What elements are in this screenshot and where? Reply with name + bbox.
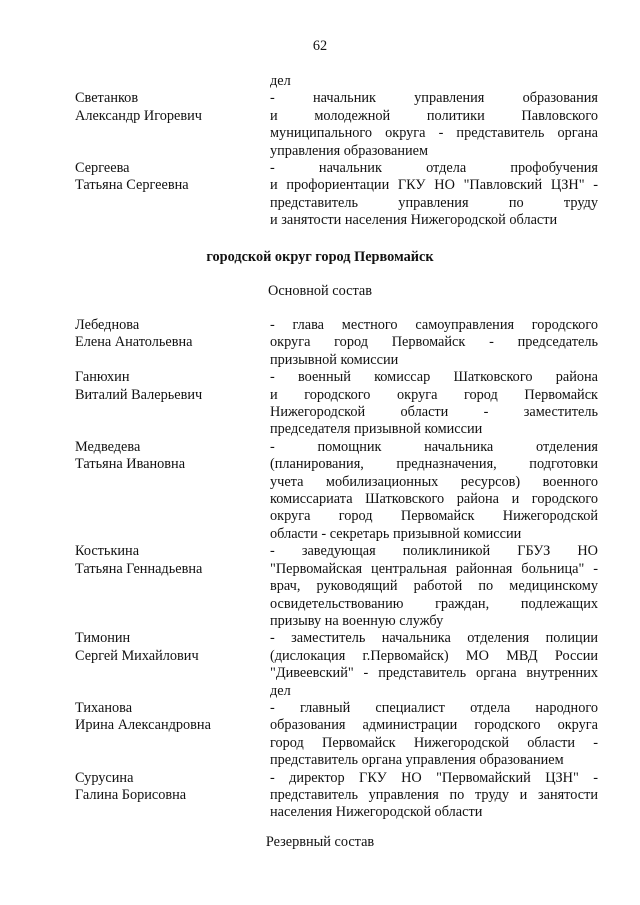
role-line: призывной комиссии — [270, 351, 399, 368]
section-title: городской округ город Первомайск — [206, 249, 434, 265]
role-line: - глава местного самоуправления городского — [270, 317, 598, 333]
role-line: управления образованием — [270, 142, 429, 159]
role-line: - военный комиссар Шатковского района — [270, 369, 598, 386]
role-line: округа город Первомайск Нижегородской — [270, 508, 598, 525]
member-name — [75, 630, 265, 665]
member-surname: Костькина — [75, 543, 140, 560]
member-role — [270, 439, 598, 543]
member-entry — [75, 543, 598, 630]
role-line: - директор ГКУ НО "Первомайский ЦЗН" - — [270, 769, 598, 786]
member-given-names: Александр Игоревич — [75, 107, 202, 124]
role-line: округа город Первомайск - председатель — [270, 334, 598, 351]
member-surname: Сергеева — [75, 160, 130, 177]
member-surname: Тимонин — [75, 630, 131, 647]
member-entry — [75, 700, 598, 770]
member-role — [270, 770, 598, 822]
role-line: (дислокация г.Первомайск) МО МВД России — [270, 647, 598, 664]
member-surname: Светанков — [75, 90, 139, 107]
member-role — [270, 317, 598, 369]
member-entry — [75, 630, 598, 700]
member-name — [75, 700, 265, 735]
member-entry — [75, 90, 598, 160]
role-line: председателя призывной комиссии — [270, 421, 483, 438]
member-given-names: Виталий Валерьевич — [75, 386, 203, 403]
role-line: - главный специалист отдела народного — [270, 699, 598, 716]
role-line: и городского округа город Первомайск — [270, 386, 598, 403]
member-surname: Медведева — [75, 438, 141, 455]
role-line: Нижегородской области - заместитель — [270, 404, 598, 421]
member-given-names: Сергей Михайлович — [75, 647, 199, 664]
role-line: город Первомайск Нижегородской области - — [270, 734, 598, 751]
page-number: 62 — [312, 38, 328, 54]
role-continuation: дел — [270, 73, 291, 89]
member-name — [75, 770, 265, 805]
member-entry — [75, 317, 598, 369]
member-name — [75, 90, 265, 125]
member-surname: Ганюхин — [75, 369, 130, 386]
member-given-names: Ирина Александровна — [75, 717, 211, 734]
member-name — [75, 439, 265, 474]
role-line: врач, руководящий работой по медицинскому — [270, 578, 598, 595]
member-name — [75, 317, 265, 352]
member-given-names: Татьяна Ивановна — [75, 456, 186, 473]
role-line: и профориентации ГКУ НО "Павловский ЦЗН" - — [270, 177, 598, 194]
member-given-names: Татьяна Геннадьевна — [75, 560, 203, 577]
member-surname: Сурусина — [75, 769, 134, 786]
member-entry — [75, 160, 598, 230]
role-line: "Дивеевский" - представитель органа внутренних — [270, 665, 598, 682]
member-entry — [75, 770, 598, 822]
member-role — [270, 700, 598, 770]
role-line: - начальник управления образования — [270, 90, 598, 107]
member-surname: Тиханова — [75, 699, 133, 716]
member-role — [270, 90, 598, 160]
member-role — [270, 543, 598, 630]
role-line: населения Нижегородской области — [270, 804, 483, 821]
member-role — [270, 160, 598, 230]
role-line: комиссариата Шатковского района и городского — [270, 491, 598, 508]
role-line: - помощник начальника отделения — [270, 438, 598, 455]
role-line: муниципального округа - представитель органа — [270, 125, 598, 142]
member-given-names: Татьяна Сергеевна — [75, 177, 189, 194]
role-line: образования администрации городского округа — [270, 717, 598, 734]
role-line: области - секретарь призывной комиссии — [270, 525, 522, 542]
reserve-subtitle: Резервный состав — [265, 834, 375, 850]
role-line: учета мобилизационных ресурсов) военного — [270, 473, 598, 490]
commission-list-main — [75, 317, 598, 822]
role-line: и молодежной политики Павловского — [270, 107, 598, 124]
member-given-names: Галина Борисовна — [75, 786, 187, 803]
role-line: "Первомайская центральная районная больница" - — [270, 560, 598, 577]
role-line: призыву на военную службу — [270, 612, 444, 629]
member-name — [75, 160, 265, 195]
role-line: дел — [270, 682, 291, 699]
role-line: и занятости населения Нижегородской области — [270, 212, 558, 229]
role-line: - заместитель начальника отделения полиции — [270, 630, 598, 647]
continuation-entry — [75, 73, 598, 90]
member-surname: Лебеднова — [75, 317, 140, 333]
main-subtitle: Основной состав — [268, 283, 372, 299]
role-line: освидетельствованию граждан, подлежащих — [270, 595, 598, 612]
member-entry — [75, 369, 598, 439]
role-line: представитель управления по труду и занятости — [270, 786, 598, 803]
commission-list-continued — [75, 73, 598, 230]
member-role — [270, 630, 598, 700]
role-line: - начальник отдела профобучения — [270, 160, 598, 177]
member-role — [270, 369, 598, 439]
member-entry — [75, 439, 598, 543]
role-line: - заведующая поликлиникой ГБУЗ НО — [270, 543, 598, 560]
member-name — [75, 369, 265, 404]
member-given-names: Елена Анатольевна — [75, 334, 193, 351]
member-name — [75, 543, 265, 578]
role-line: представитель органа управления образованием — [270, 752, 564, 769]
role-line: (планирования, предназначения, подготовки — [270, 456, 598, 473]
role-line: представитель управления по труду — [270, 194, 598, 211]
